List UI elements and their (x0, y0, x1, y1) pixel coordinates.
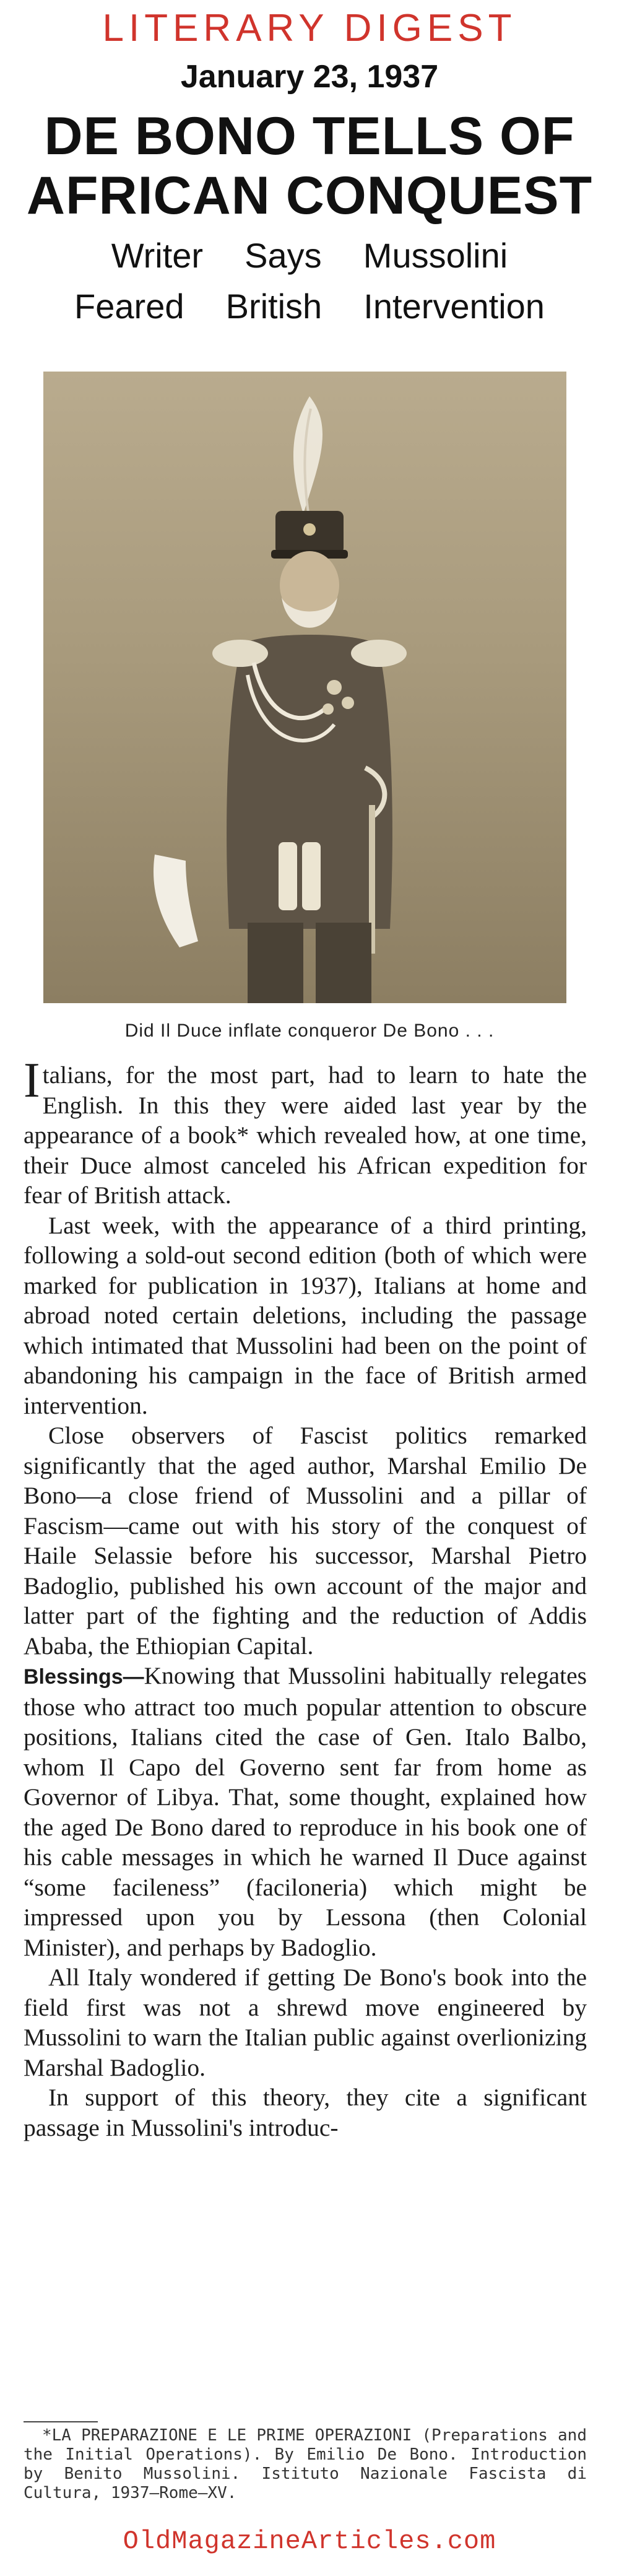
section-lead: Blessings— (24, 1665, 144, 1689)
footnote-text: *LA PREPARAZIONE E LE PRIME OPERAZIONI (Preparations and the Initial Operations). By Emilio De Bono. Introduction by Benito Mussolini. Istituto Nazionale Fascista di Cultura, 1937—Rome—XV. (24, 2426, 587, 2502)
article-paragraph (24, 1661, 587, 1962)
article-body (24, 1053, 587, 2143)
paragraph-text: Knowing that Mussolini habitually relegates those who attract too much popular attention to obscure positions, Italians cited the case of Gen. Italo Balbo, whom Il Capo del Governo sent far from home as Governor of Libya. That, some thought, explained how the aged De Bono dared to reproduce in his book one of his cable messages in which he warned Il Duce against “some facileness” (faciloneria) which might be impressed upon you by Lessona (then Colonial Minister), and perhaps by Badoglio. (24, 1662, 587, 1961)
article-paragraph: Last week, with the appearance of a third printing, following a sold-out second edition (both of which were marked for publication in 1937), Italians at home and abroad noted certain deletions, including the passage which intimated that Mussolini had been on the point of abandoning his campaign in the face of British armed intervention. (24, 1211, 587, 1419)
paragraph-text: talians, for the most part, had to learn to hate the English. In this they were aided last year by the appearance of a book* which revealed how, at one time, their Duce almost canceled his African expedition for fear of British attack. (24, 1061, 587, 1209)
headline-line-2: AFRICAN CONQUEST (26, 166, 593, 225)
headline-line-1: DE BONO TELLS OF (44, 107, 575, 166)
photo-caption: Did Il Duce inflate conqueror De Bono . . . (124, 1020, 495, 1041)
article-paragraph: Close observers of Fascist politics remarked significantly that the aged author, Marshal Emilio De Bono—a close friend of Mussolini and a pillar of Fascism—came out with his story of the conquest of Haile Selassie before his successor, Marshal Pietro Badoglio, published his own account of the major and latter part of the fighting and the reduction of Addis Ababa, the Ethiopian Capital. (24, 1422, 587, 1660)
article-paragraph (24, 1053, 587, 1211)
portrait-photo (43, 372, 566, 1003)
site-footer: OldMagazineArticles.com (123, 2526, 496, 2556)
magazine-title: LITERARY DIGEST (102, 7, 517, 50)
footnote (24, 2426, 587, 2503)
issue-date: January 23, 1937 (180, 59, 439, 95)
headline (0, 107, 619, 225)
footnote-divider (24, 2421, 98, 2422)
subheadline-line-2: Feared British Intervention (74, 287, 545, 326)
subheadline-line-1: Writer Says Mussolini (111, 236, 508, 275)
drop-cap: I (24, 1053, 40, 1108)
article-paragraph: In support of this theory, they cite a significant passage in Mussolini's introduc- (24, 2084, 587, 2141)
subheadline (0, 230, 619, 332)
portrait-illustration (43, 372, 566, 1003)
article-paragraph: All Italy wondered if getting De Bono's book into the field first was not a shrewd move engineered by Mussolini to warn the Italian public against overlionizing Marshal Badoglio. (24, 1964, 587, 2081)
